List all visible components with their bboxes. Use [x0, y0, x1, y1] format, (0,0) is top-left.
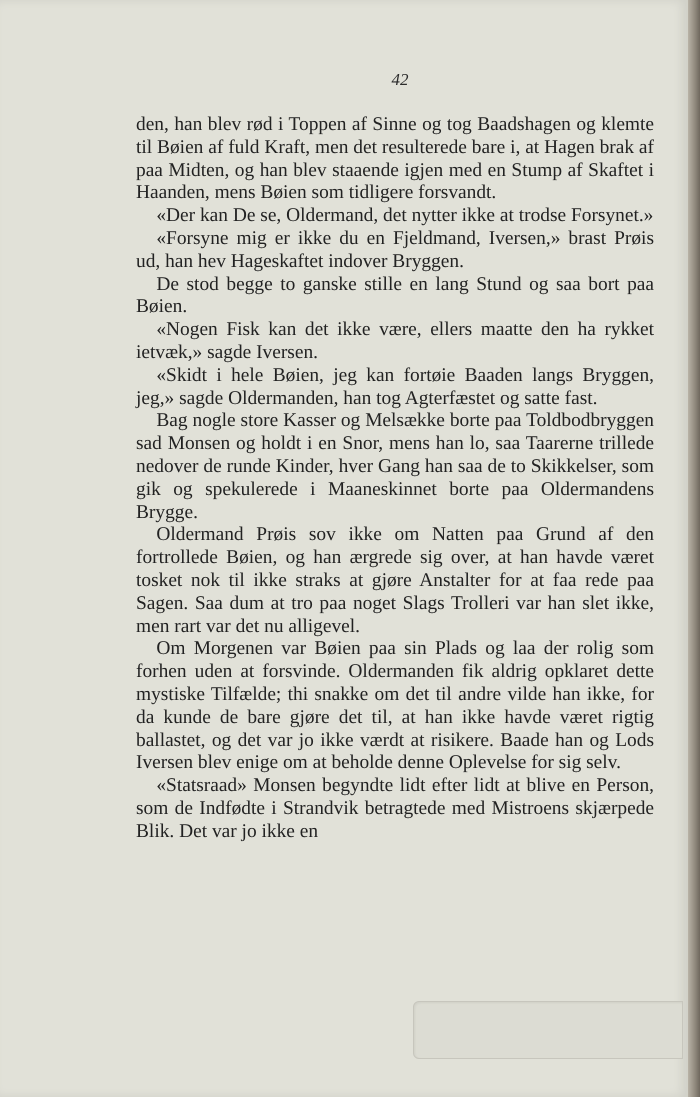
paper-slip [413, 1001, 683, 1059]
paragraph: Om Morgenen var Bøien paa sin Plads og laa der rolig som forhen uden at forsvinde. Oldermanden fik aldrig opklaret dette mystiske Tilfælde; thi snakke om det til andre vilde han ikke, for da kunde de bare gjøre det til, at han ikke havde været rigtig ballastet, og det var jo ikke værdt at risikere. Baade han og Lods Iversen blev enige om at beholde denne Oplevelse for sig selv. [136, 638, 654, 774]
body-text [136, 114, 654, 844]
paragraph: Oldermand Prøis sov ikke om Natten paa Grund af den fortrollede Bøien, og han ærgrede sig over, at han havde været tosket nok til ikke straks at gjøre Anstalter for at faa rede paa Sagen. Saa dum at tro paa noget Slags Trolleri var han slet ikke, men rart var det nu alligevel. [136, 524, 654, 637]
paragraph: De stod begge to ganske stille en lang Stund og saa bort paa Bøien. [136, 273, 654, 318]
paragraph: «Nogen Fisk kan det ikke være, ellers maatte den ha rykket ietvæk,» sagde Iversen. [136, 319, 654, 363]
paragraph: Bag nogle store Kasser og Melsække borte paa Toldbodbryggen sad Monsen og holdt i en Snor, mens han lo, saa Taarerne trillede nedover de runde Kinder, hver Gang han saa de to Skikkelser, som gik og spekulerede i Maaneskinnet borte paa Oldermandens Brygge. [136, 410, 654, 523]
page-edge [688, 0, 700, 1097]
paragraph: «Forsyne mig er ikke du en Fjeldmand, Iversen,» brast Prøis ud, han hev Hageskaftet indover Bryggen. [136, 227, 654, 272]
paragraph: «Der kan De se, Oldermand, det nytter ikke at trodse Forsynet.» [156, 205, 654, 227]
paragraph: «Skidt i hele Bøien, jeg kan fortøie Baaden langs Bryggen, jeg,» sagde Oldermanden, han tog Agterfæstet og satte fast. [136, 364, 654, 409]
paragraph: den, han blev rød i Toppen af Sinne og tog Baadshagen og klemte til Bøien af fuld Kraft, men det resulterede bare i, at Hagen brak af paa Midten, og han blev staaende igjen med en Stump af Skaftet i Haanden, mens Bøien som tidligere forsvandt. [136, 114, 654, 204]
page-number: 42 [391, 70, 409, 89]
paragraph: «Statsraad» Monsen begyndte lidt efter lidt at blive en Person, som de Indfødte i Strandvik betragtede med Mistroens skjærpede Blik. Det var jo ikke en [136, 775, 654, 842]
